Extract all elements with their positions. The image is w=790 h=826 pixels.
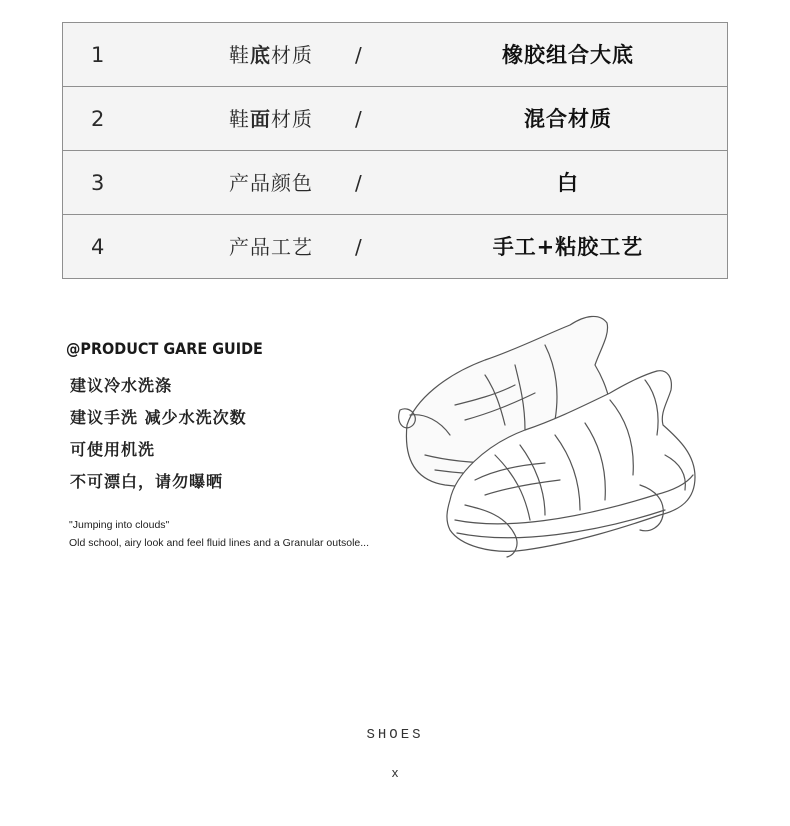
tagline-description: Old school, airy look and feel fluid lines and a Granular outsole...	[69, 537, 370, 549]
footer-mark: x	[391, 765, 399, 780]
row-value: 橡胶组合大底	[502, 43, 634, 67]
care-item: 建议手洗 减少水洗次数	[70, 408, 247, 427]
sneakers-illustration	[395, 305, 700, 575]
care-guide-list	[70, 372, 247, 500]
row-separator: /	[355, 107, 362, 131]
row-label: 产品工艺	[229, 235, 313, 259]
row-value: 白	[557, 171, 579, 195]
care-guide-title: @PRODUCT GARE GUIDE	[66, 339, 263, 358]
row-number: 3	[91, 171, 105, 195]
row-value: 混合材质	[524, 107, 612, 131]
row-number: 1	[91, 43, 105, 67]
row-separator: /	[355, 43, 362, 67]
care-item: 建议冷水洗涤	[70, 376, 173, 395]
spec-row	[63, 87, 727, 151]
spec-row	[63, 215, 727, 278]
row-separator: /	[355, 171, 362, 195]
row-label: 产品颜色	[229, 171, 313, 195]
row-label: 鞋面材质	[229, 107, 313, 131]
row-separator: /	[355, 235, 362, 259]
row-number: 4	[91, 235, 105, 259]
care-item: 不可漂白，请勿曝晒	[70, 472, 224, 491]
tagline-quote: "Jumping into clouds"	[69, 519, 170, 531]
row-label: 鞋底材质	[229, 43, 313, 67]
spec-row	[63, 23, 727, 87]
row-number: 2	[91, 107, 105, 131]
care-item: 可使用机洗	[70, 440, 156, 459]
spec-table	[62, 22, 728, 279]
row-value: 手工+粘胶工艺	[492, 235, 644, 259]
footer-title: SHOES	[366, 727, 424, 743]
spec-row	[63, 151, 727, 215]
